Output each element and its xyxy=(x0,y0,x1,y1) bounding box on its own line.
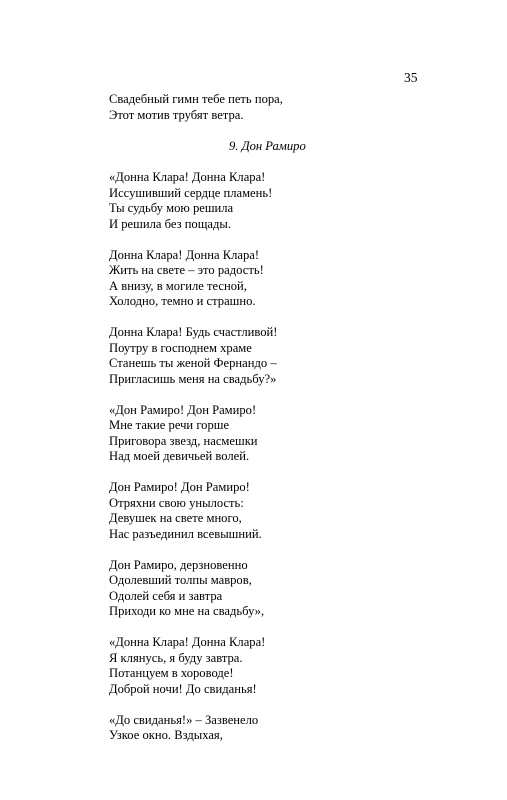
poem-line: Холодно, темно и страшно. xyxy=(109,294,256,308)
poem-line: Нас разъединил всевышний. xyxy=(109,526,262,541)
poem-line: «Дон Рамиро! Дон Рамиро! xyxy=(109,402,257,417)
poem-line: Одолей себя и завтра xyxy=(109,588,223,603)
poem-line: Узкое окно. Вздыхая, xyxy=(109,728,223,742)
poem-line: Дон Рамиро! Дон Рамиро! xyxy=(109,480,250,494)
stanza xyxy=(109,170,469,232)
poem-line: «Донна Клара! Донна Клара! xyxy=(109,170,266,184)
stanza xyxy=(109,325,469,387)
poem-line: Мне такие речи горше xyxy=(109,418,230,432)
poem-line: Ты судьбу мою решила xyxy=(109,201,234,215)
poem-line: «До свиданья!» – Зазвенело xyxy=(109,712,259,727)
poem-line: Жить на свете – это радость! xyxy=(109,263,264,277)
poem-line: Пригласишь меня на свадьбу?» xyxy=(109,371,277,386)
poem-line: Потанцуем в хороводе! xyxy=(109,666,234,680)
poem-line: Над моей девичьей волей. xyxy=(109,449,250,463)
poem-line: Приговора звезд, насмешки xyxy=(109,433,258,448)
poem-line: Поутру в господнем храме xyxy=(109,340,252,355)
poem-line: Отряхни свою унылость: xyxy=(109,495,244,510)
poem-line: Донна Клара! Будь счастливой! xyxy=(109,325,278,339)
poem-text xyxy=(109,92,469,759)
page-number: 35 xyxy=(404,70,418,85)
poem-line: Дон Рамиро, дерзновенно xyxy=(109,557,248,572)
poem-line: Свадебный гимн тебе петь пора, xyxy=(109,92,283,106)
poem-line: Доброй ночи! До свиданья! xyxy=(109,681,257,696)
poem-line: Одолевший толпы мавров, xyxy=(109,573,252,587)
poem-line: И решила без пощады. xyxy=(109,216,232,231)
poem-line: Донна Клара! Донна Клара! xyxy=(109,247,260,262)
stanza xyxy=(109,713,469,744)
section-title: 9. Дон Рамиро xyxy=(229,138,306,153)
poem-line: Я клянусь, я буду завтра. xyxy=(109,650,243,665)
stanza xyxy=(109,558,469,620)
poem-line: «Донна Клара! Донна Клара! xyxy=(109,635,266,649)
stanza xyxy=(109,248,469,310)
poem-line: Приходи ко мне на свадьбу», xyxy=(109,604,265,618)
stanza xyxy=(109,480,469,542)
poem-line: Иссушивший сердце пламень! xyxy=(109,185,273,200)
poem-line: Девушек на свете много, xyxy=(109,511,242,525)
stanza xyxy=(109,635,469,697)
poem-line: Этот мотив трубят ветра. xyxy=(109,107,244,122)
opening-stanza xyxy=(109,92,469,123)
poem-line: Станешь ты женой Фернандо – xyxy=(109,356,277,370)
poem-line: А внизу, в могиле тесной, xyxy=(109,278,247,293)
stanza xyxy=(109,403,469,465)
